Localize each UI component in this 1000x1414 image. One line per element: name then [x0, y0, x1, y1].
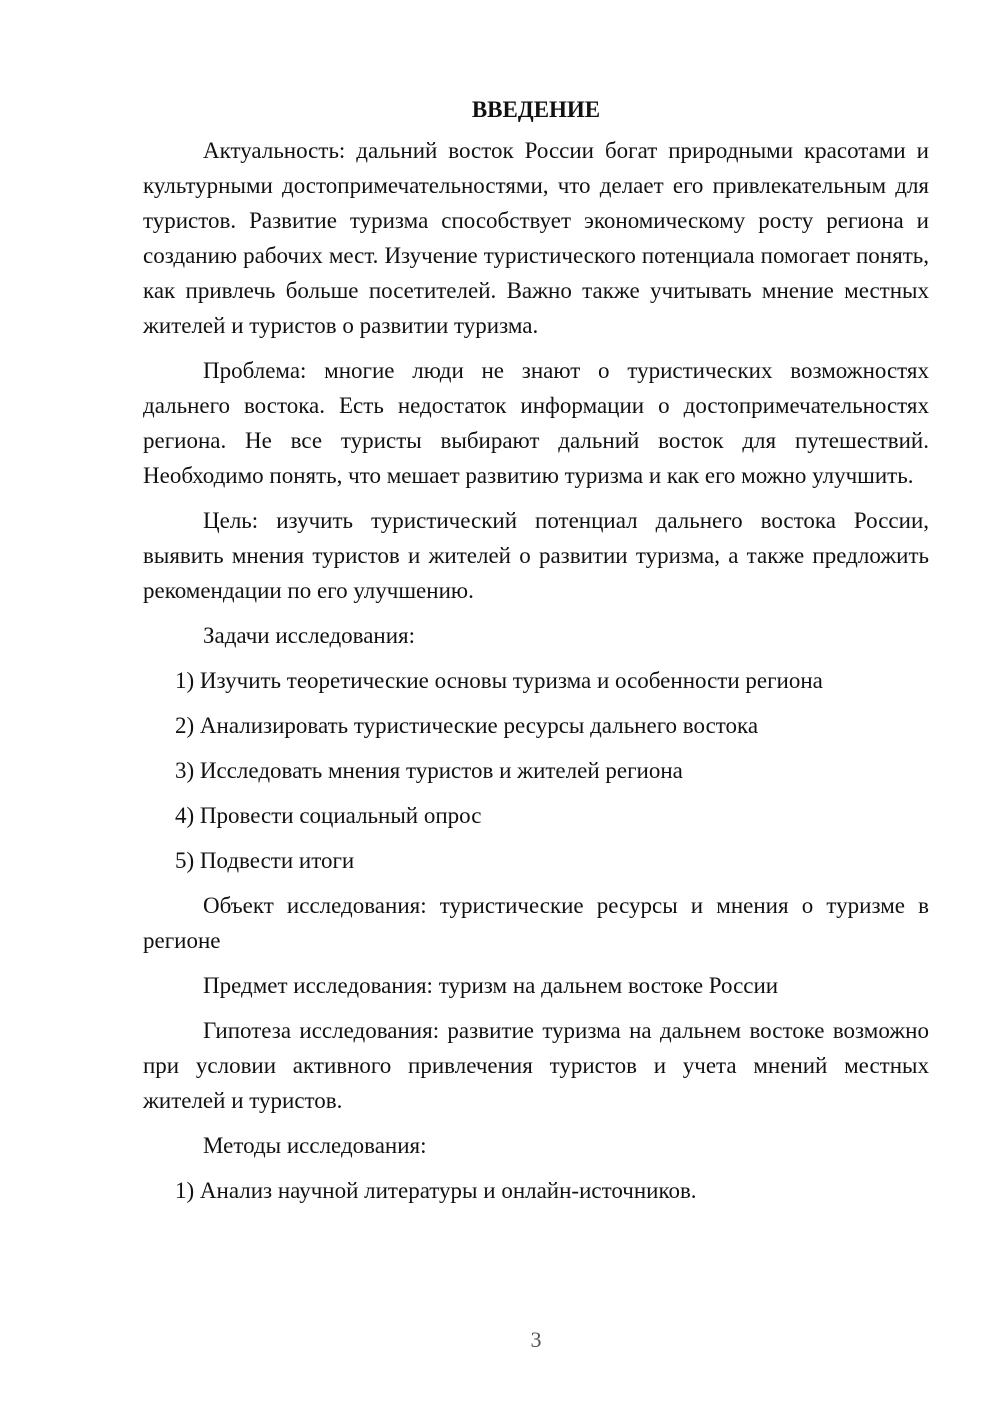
goal-paragraph: Цель: изучить туристический потенциал дальнего востока России, выявить мнения туристов и жителей о развитии туризма, а также предложить рекомендации по его улучшению. [143, 508, 929, 603]
methods-heading: Методы исследования: [203, 1133, 427, 1158]
method-item-1: 1) Анализ научной литературы и онлайн-источников. [175, 1178, 697, 1203]
hypothesis-paragraph: Гипотеза исследования: развитие туризма на дальнем востоке возможно при условии активного привлечения туристов и учета мнений местных жителей и туристов. [143, 1018, 929, 1113]
task-item-1: 1) Изучить теоретические основы туризма и особенности региона [175, 668, 823, 693]
page-number: 3 [530, 1327, 542, 1352]
tasks-heading: Задачи исследования: [203, 623, 416, 648]
document-page [143, 92, 929, 1218]
object-paragraph: Объект исследования: туристические ресурсы и мнения о туризме в регионе [143, 893, 929, 953]
task-item-2: 2) Анализировать туристические ресурсы дальнего востока [175, 713, 759, 738]
relevance-paragraph: Актуальность: дальний восток России богат природными красотами и культурными достопримечательностями, что делает его привлекательным для туристов. Развитие туризма способствует экономическому росту региона и созданию рабочих мест. Изучение туристического потенциала помогает понять, как привлечь больше посетителей. Важно также учитывать мнение местных жителей и туристов о развитии туризма. [143, 138, 929, 338]
section-title: ВВЕДЕНИЕ [471, 97, 601, 122]
task-item-5: 5) Подвести итоги [175, 848, 355, 873]
subject-line: Предмет исследования: туризм на дальнем востоке России [203, 973, 779, 998]
problem-paragraph: Проблема: многие люди не знают о туристических возможностях дальнего востока. Есть недостаток информации о достопримечательностях региона. Не все туристы выбирают дальний восток для путешествий. Необходимо понять, что мешает развитию туризма и как его можно улучшить. [143, 358, 929, 488]
task-item-3: 3) Исследовать мнения туристов и жителей региона [175, 758, 683, 783]
task-item-4: 4) Провести социальный опрос [175, 803, 482, 828]
